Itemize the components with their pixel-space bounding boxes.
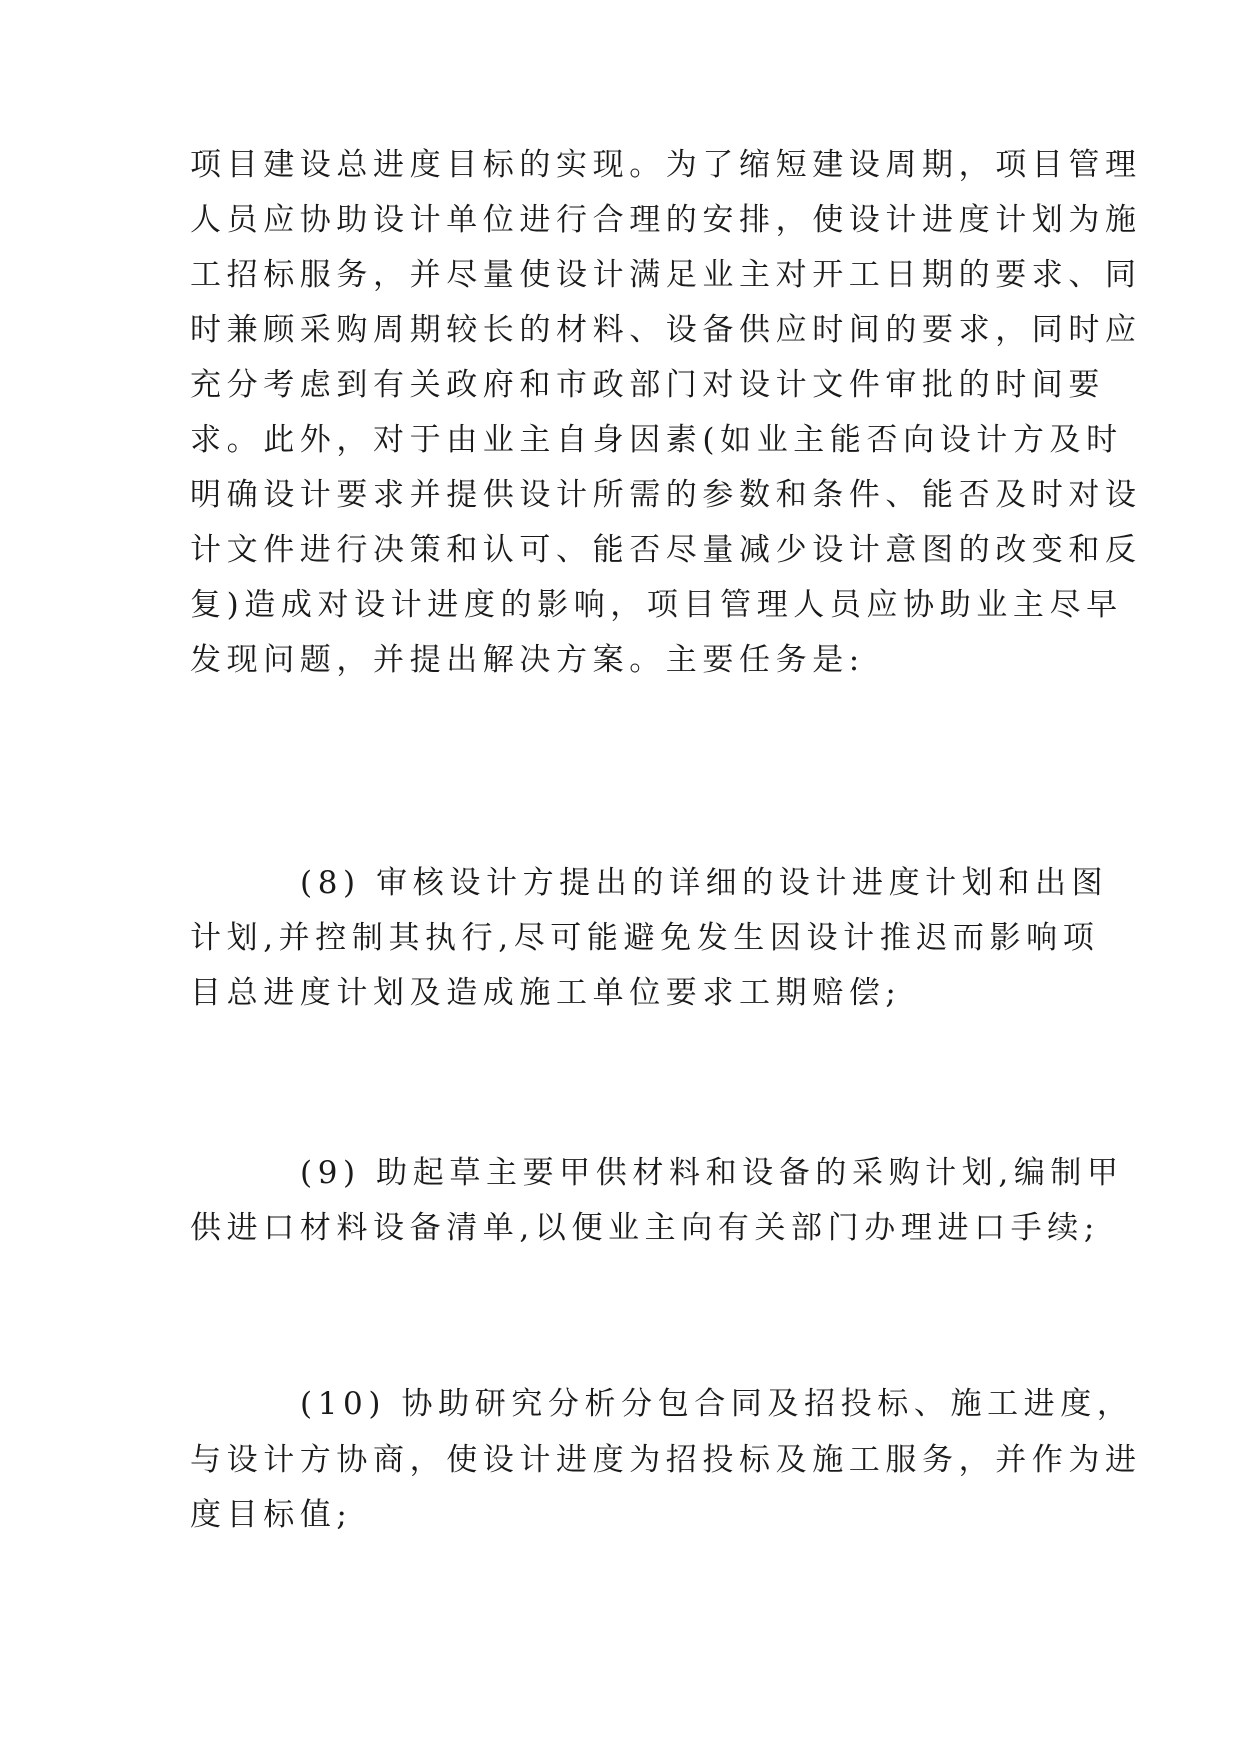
text-line: (8) 审核设计方提出的详细的设计进度计划和出图: [300, 865, 1109, 901]
text-line: 目总进度计划及造成施工单位要求工期赔偿;: [190, 975, 902, 1011]
text-line: (9) 助起草主要甲供材料和设备的采购计划,编制甲: [300, 1155, 1124, 1191]
text-line: 与设计方协商，使设计进度为招投标及施工服务，并作为进: [190, 1442, 1142, 1478]
text-line: 发现问题，并提出解决方案。主要任务是:: [190, 642, 865, 678]
text-line: 度目标值;: [190, 1497, 353, 1533]
text-line: 计划,并控制其执行,尽可能避免发生因设计推迟而影响项: [190, 920, 1100, 956]
text-line: 求。此外，对于由业主自身因素(如业主能否向设计方及时: [190, 422, 1123, 458]
text-line: 供进口材料设备清单,以便业主向有关部门办理进口手续;: [190, 1210, 1100, 1246]
text-line: 人员应协助设计单位进行合理的安排，使设计进度计划为施: [190, 202, 1142, 238]
text-line: 充分考虑到有关政府和市政部门对设计文件审批的时间要: [190, 367, 1105, 403]
text-line: (10) 协助研究分析分包合同及招投标、施工进度，: [300, 1386, 1134, 1422]
text-line: 计文件进行决策和认可、能否尽量减少设计意图的改变和反: [190, 532, 1142, 568]
text-line: 复)造成对设计进度的影响，项目管理人员应协助业主尽早: [190, 587, 1123, 623]
text-line: 时兼顾采购周期较长的材料、设备供应时间的要求，同时应: [190, 312, 1142, 348]
text-line: 明确设计要求并提供设计所需的参数和条件、能否及时对设: [190, 477, 1142, 513]
text-line: 工招标服务，并尽量使设计满足业主对开工日期的要求、同: [190, 257, 1142, 293]
text-line: 项目建设总进度目标的实现。为了缩短建设周期，项目管理: [190, 147, 1142, 183]
